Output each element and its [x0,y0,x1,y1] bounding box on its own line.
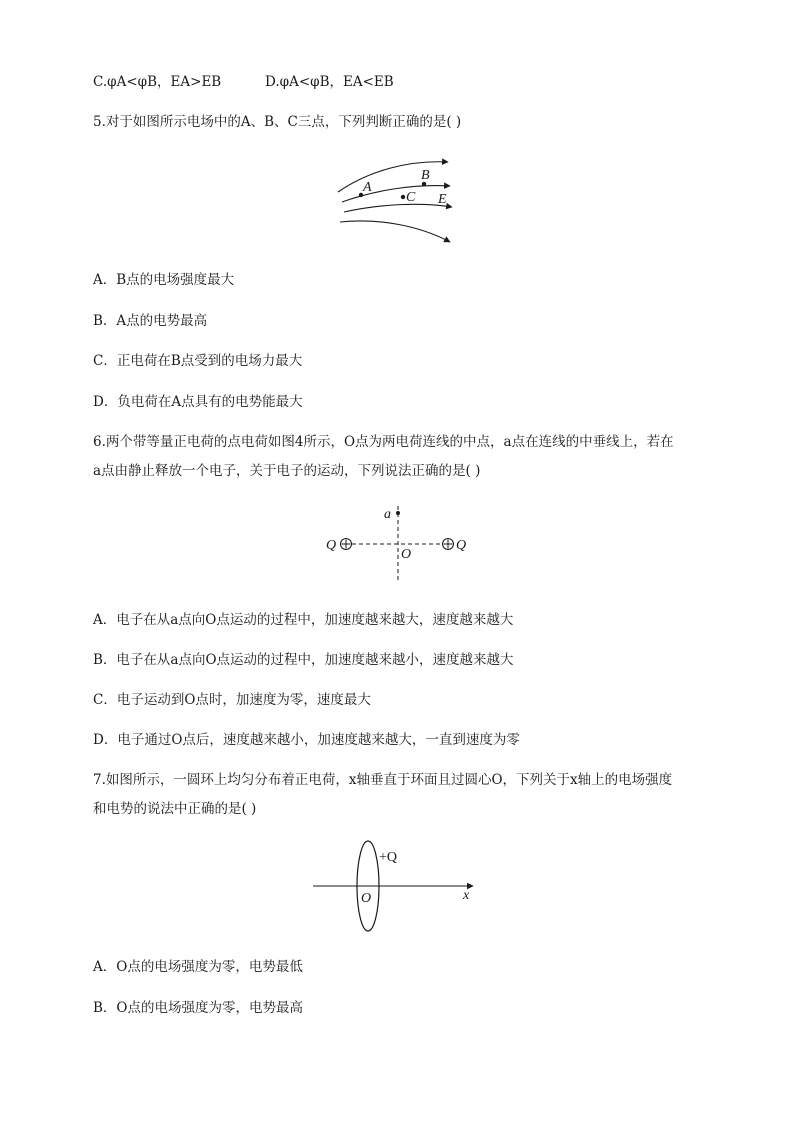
q6-stem-line1: 6.两个带等量正电荷的点电荷如图4所示，O点为两电荷连线的中点，a点在连线的中垂线上，若在 [93,434,674,450]
label-o: O [401,547,412,562]
q5-stem: 5.对于如图所示电场中的A、B、C三点，下列判断正确的是( ) [93,114,462,130]
q6-option-a: A．电子在从a点向O点运动的过程中，加速度越来越大，速度越来越大 [93,612,514,628]
label-a: a [384,507,391,522]
q5-option-a: A．B点的电场强度最大 [93,272,235,288]
q7-option-b: B．O点的电场强度为零，电势最高 [93,1000,303,1016]
q6-option-c: C．电子运动到O点时，加速度为零，速度最大 [93,692,371,708]
q7-stem-line2: 和电势的说法中正确的是( ) [93,801,257,817]
q5-field-lines-figure [330,150,460,250]
label-c: C [406,190,416,205]
label-b: B [421,168,430,183]
field-line-4 [340,221,450,242]
q7-stem-line1: 7.如图所示，一圆环上均匀分布着正电荷，x轴垂直于环面且过圆心O，下列关于x轴上的电场强度 [93,772,673,788]
q6-stem-line2: a点由静止释放一个电子，关于电子的运动，下列说法正确的是( ) [93,463,481,479]
field-line-2 [342,186,450,202]
q7-charged-ring-figure [305,835,480,935]
label-a: A [363,180,372,195]
prev-option-d [265,73,394,91]
label-o: O [361,891,372,906]
q7-option-a: A．O点的电场强度为零，电势最低 [93,959,303,975]
field-line-1 [338,162,448,192]
label-q-left: Q [326,538,337,553]
field-line-3 [344,204,452,212]
q6-option-b: B．电子在从a点向O点运动的过程中，加速度越来越小，速度越来越大 [93,652,514,668]
label-q-right: Q [456,538,467,553]
q6-option-d: D．电子通过O点后，速度越来越小，加速度越来越大，一直到速度为零 [93,732,520,748]
label-e: E [438,192,447,207]
point-a-dot [396,511,400,515]
label-x: x [463,888,470,903]
q5-option-b: B．A点的电势最高 [93,313,208,329]
prev-option-d-text: D.φA<φB，EA<EB [265,74,394,90]
point-c-dot [401,195,405,199]
prev-option-c [93,73,221,91]
label-plus-q: +Q [379,850,398,865]
q5-option-c: C．正电荷在B点受到的电场力最大 [93,353,303,369]
q5-option-d: D．负电荷在A点具有的电势能最大 [93,394,303,410]
prev-option-c-text: C.φA<φB，EA>EB [93,74,222,90]
q6-two-charges-figure [320,500,480,585]
